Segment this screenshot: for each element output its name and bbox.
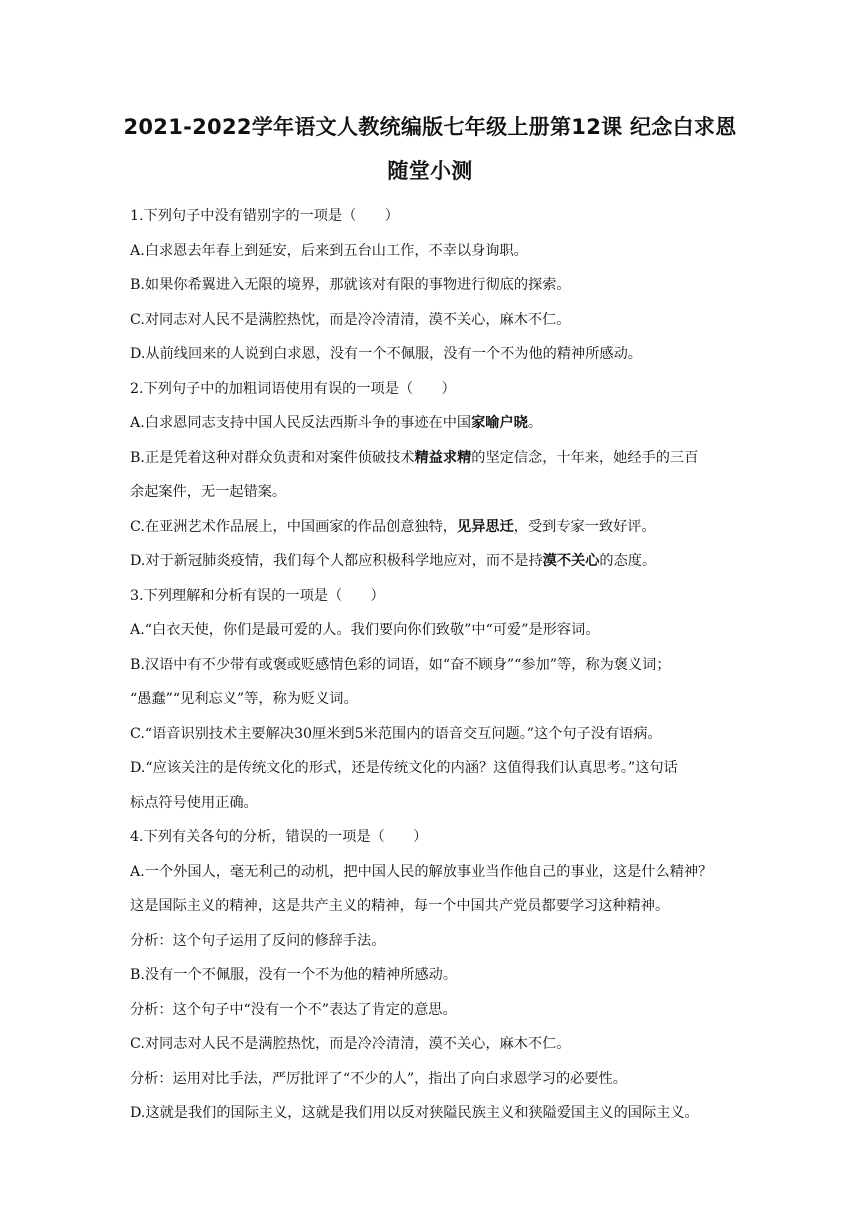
text-segment: C.在亚洲艺术作品展上，中国画家的作品创意独特， [130,518,457,535]
text-line [130,372,740,407]
text-segment: 分析：这个句子运用了反问的修辞手法。 [130,932,386,949]
title-line-1: 2021-2022学年语文人教统编版七年级上册第12课 纪念白求恩 [123,115,737,139]
text-segment: “愚蠢”“见利忘义”等，称为贬义词。 [130,691,358,707]
text-segment: ，受到专家一致好评。 [513,518,656,535]
text-segment: D.从前线回来的人说到白求恩，没有一个不佩服，没有一个不为他的精神所感动。 [130,346,642,362]
text-segment: C.对同志对人民不是满腔热忱，而是冷冷清清，漠不关心，麻木不仁。 [130,1036,571,1052]
text-segment: C.“语音识别技术主要解决30厘米到5米范围内的语音交互问题。”这个句子没有语病。 [130,725,662,742]
text-line [130,475,740,510]
text-line [130,1027,740,1062]
text-segment: D.对于新冠肺炎疫情，我们每个人都应积极科学地应对，而不是持 [130,553,543,569]
text-segment: 分析：这个句子中“没有一个不”表达了肯定的意思。 [130,1001,457,1018]
text-segment: 1.下列句子中没有错别字的一项是（ ） [130,208,399,224]
text-segment: 3.下列理解和分析有误的一项是（ ） [130,587,385,604]
text-line [130,993,740,1028]
text-segment: B.如果你希翼进入无限的境界，那就该对有限的事物进行彻底的探索。 [130,277,571,293]
text-segment: B.汉语中有不少带有或褒或贬感情色彩的词语，如“奋不顾身”“参加”等，称为褒义词； [130,656,671,673]
text-line [130,613,740,648]
text-line [130,579,740,614]
text-line [130,820,740,855]
text-segment: 。 [527,415,543,431]
text-line [130,751,740,786]
text-line [130,1096,740,1131]
text-segment: 2.下列句子中的加粗词语使用有误的一项是（ ） [130,380,456,397]
bold-phrase: 家喻户晓 [471,415,528,431]
bold-phrase: 见异思迁 [457,518,514,535]
text-segment: 分析：运用对比手法，严厉批评了“不少的人”，指出了向白求恩学习的必要性。 [130,1070,627,1087]
text-segment: B.没有一个不佩服，没有一个不为他的精神所感动。 [130,967,458,983]
title-line-2: 随堂小测 [387,159,473,183]
text-segment: 这是国际主义的精神，这是共产主义的精神，每一个中国共产党员都要学习这种精神。 [130,898,670,914]
text-segment: 的态度。 [599,553,657,569]
text-segment: A.白求恩去年春上到延安，后来到五台山工作，不幸以身询职。 [130,242,528,259]
text-line [130,682,740,717]
text-line [130,958,740,993]
text-segment: A.一个外国人，毫无利己的动机，把中国人民的解放事业当作他自己的事业，这是什么精神？ [130,863,713,880]
document-body [130,199,740,1131]
text-line [130,441,740,476]
text-line [130,544,740,579]
bold-phrase: 漠不关心 [542,553,600,569]
text-line [130,337,740,372]
text-line [130,924,740,959]
text-line [130,717,740,752]
text-line [130,406,740,441]
text-segment: 标点符号使用正确。 [130,794,258,811]
text-segment: C.对同志对人民不是满腔热忱，而是冷冷清清，漠不关心，麻木不仁。 [130,311,571,328]
text-line [130,510,740,545]
text-segment: B.正是凭着这种对群众负责和对案件侦破技术 [130,449,415,466]
text-line [130,855,740,890]
text-segment: 4.下列有关各句的分析，错误的一项是（ ） [130,829,428,845]
text-segment: D.这就是我们的国际主义，这就是我们用以反对狭隘民族主义和狭隘爱国主义的国际主义。 [130,1105,699,1121]
text-segment: A.“白衣天使，你们是最可爱的人。我们要向你们致敬”中“可爱”是形容词。 [130,622,600,638]
text-line [130,303,740,338]
bold-phrase: 精益求精 [414,449,472,466]
text-line [130,786,740,821]
text-segment: 余起案件，无一起错案。 [130,484,287,500]
text-line [130,234,740,269]
text-line [130,1062,740,1097]
text-segment: D.“应该关注的是传统文化的形式，还是传统文化的内涵？这值得我们认真思考。”这句话 [130,760,678,776]
text-line [130,199,740,234]
text-line [130,268,740,303]
text-line [130,889,740,924]
text-segment: A.白求恩同志支持中国人民反法西斯斗争的事迹在中国 [130,415,472,431]
text-segment: 的坚定信念，十年来，她经手的三百 [471,449,699,466]
text-line [130,648,740,683]
